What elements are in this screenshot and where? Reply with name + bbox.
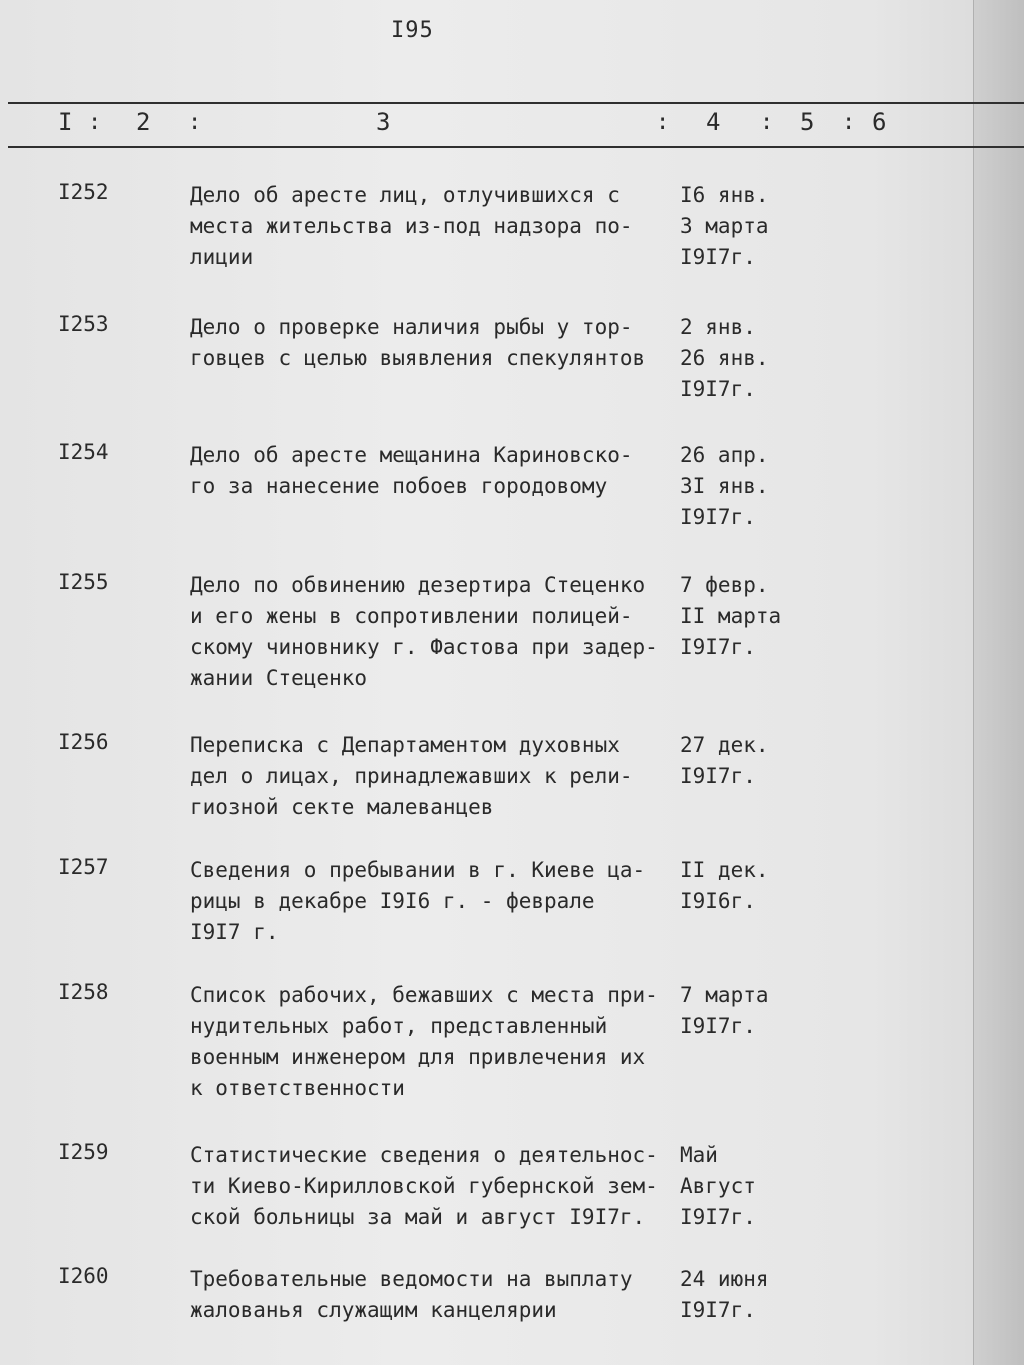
page-number: I95	[391, 18, 434, 43]
entry-description: Требовательные ведомости на выплату жалованья служащим канцелярии	[190, 1267, 633, 1322]
column-separator: :	[88, 110, 102, 135]
entry-description: Переписка с Департаментом духовных дел о лицах, принадлежавших к рели- гиозной секте малеванцев	[190, 733, 633, 819]
entry-number: I257	[58, 855, 109, 879]
column-header-3: 3	[376, 108, 391, 136]
entry-number: I256	[58, 730, 109, 754]
entry-number: I258	[58, 980, 109, 1004]
entry-dates: 26 апр. 3I янв. I9I7г.	[680, 443, 769, 529]
entry-number: I252	[58, 180, 109, 204]
entry-number: I253	[58, 312, 109, 336]
entry-description: Список рабочих, бежавших с места при- нудительных работ, представленный военным инженером для привлечения их к ответственности	[190, 983, 658, 1100]
entry-dates: II дек. I9I6г.	[680, 858, 769, 913]
entry-dates: 7 марта I9I7г.	[680, 983, 769, 1038]
entry-dates: 24 июня I9I7г.	[680, 1267, 769, 1322]
column-header-6: 6	[872, 108, 887, 136]
header-rule-bottom	[8, 146, 1024, 148]
column-header-4: 4	[706, 108, 721, 136]
entry-dates: 2 янв. 26 янв. I9I7г.	[680, 315, 769, 401]
entry-number: I259	[58, 1140, 109, 1164]
column-separator: :	[188, 110, 202, 135]
entry-dates: 27 дек. I9I7г.	[680, 733, 769, 788]
entry-description: Дело по обвинению дезертира Стеценко и его жены в сопротивлении полицей- скому чиновнику г. Фастова при задер- жании Стеценко	[190, 573, 658, 690]
entry-dates: 7 февр. II марта I9I7г.	[680, 573, 782, 659]
page-curl-mark	[0, 60, 34, 124]
entry-dates: Май Август I9I7г.	[680, 1143, 756, 1229]
column-separator: :	[842, 110, 856, 135]
column-separator: :	[760, 110, 774, 135]
entry-description: Статистические сведения о деятельнос- ти Киево-Кирилловской губернской зем- ской больницы за май и август I9I7г.	[190, 1143, 658, 1229]
entry-description: Дело об аресте лиц, отлучившихся с места жительства из-под надзора по- лиции	[190, 183, 633, 269]
column-separator: :	[656, 110, 670, 135]
column-header-1: I	[58, 108, 73, 136]
column-header-2: 2	[136, 108, 151, 136]
entry-description: Дело об аресте мещанина Кариновско- го за нанесение побоев городовому	[190, 443, 633, 498]
entry-description: Сведения о пребывании в г. Киеве ца- рицы в декабре I9I6 г. - феврале I9I7 г.	[190, 858, 646, 944]
entry-number: I254	[58, 440, 109, 464]
entry-description: Дело о проверке наличия рыбы у тор- говцев с целью выявления спекулянтов	[190, 315, 646, 370]
header-rule-top	[8, 102, 1024, 104]
page-edge	[973, 0, 1024, 1365]
entry-number: I260	[58, 1264, 109, 1288]
entry-number: I255	[58, 570, 109, 594]
entry-dates: I6 янв. 3 марта I9I7г.	[680, 183, 769, 269]
column-header-5: 5	[800, 108, 815, 136]
